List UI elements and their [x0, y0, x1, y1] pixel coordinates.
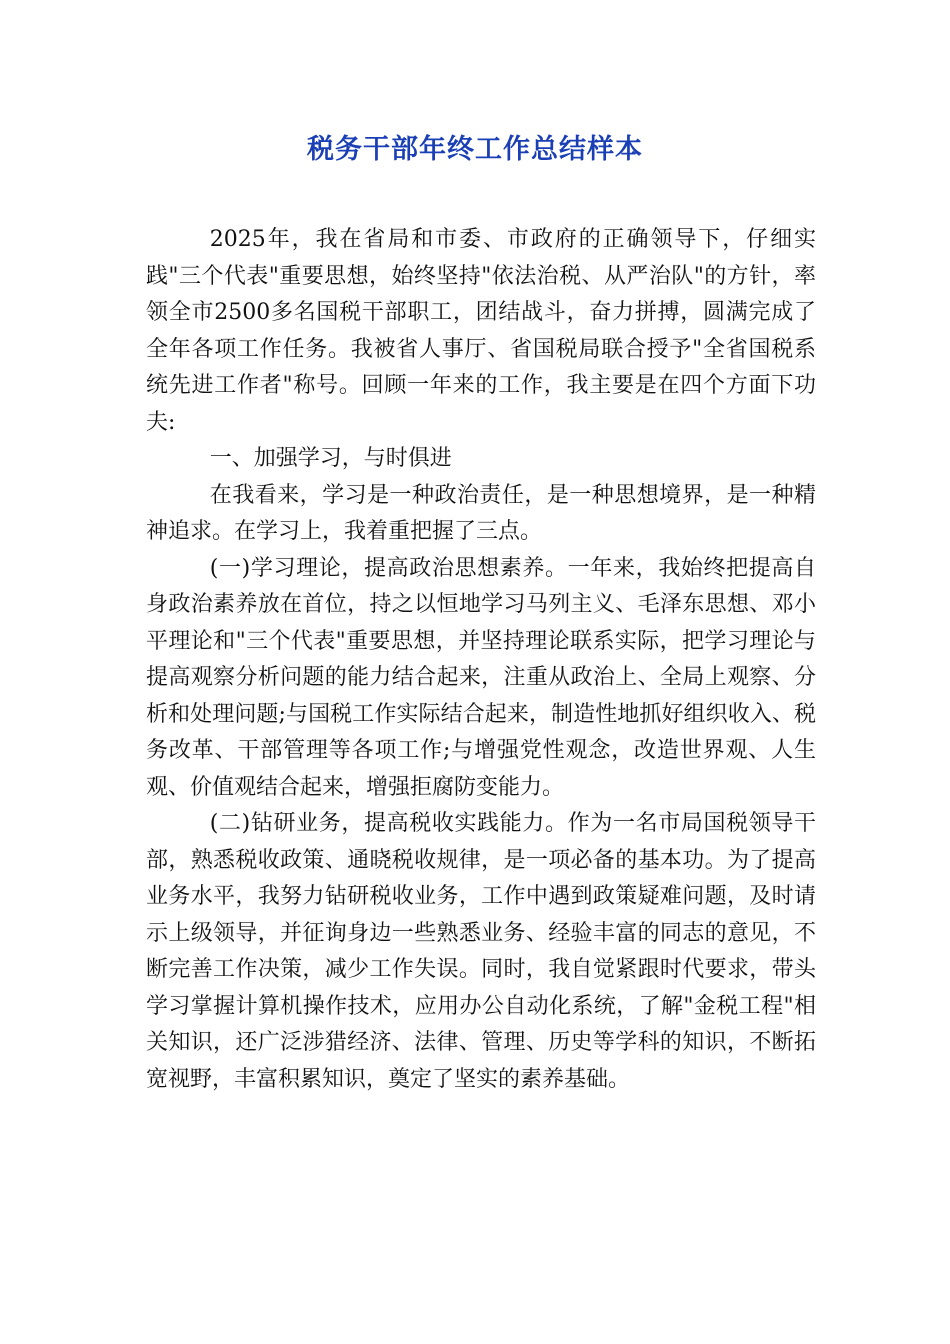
- document-body: [146, 222, 816, 1098]
- paragraph-theory-study: (一)学习理论，提高政治思想素养。一年来，我始终把提高自身政治素养放在首位，持之以恒地学习马列主义、毛泽东思想、邓小平理论和"三个代表"重要思想，并坚持理论联系实际，把学习理论与提高观察分析问题的能力结合起来，注重从政治上、全局上观察、分析和处理问题;与国税工作实际结合起来，制造性地抓好组织收入、税务改革、干部管理等各项工作;与增强党性观念，改造世界观、人生观、价值观结合起来，增强拒腐防变能力。: [146, 555, 816, 800]
- section-heading-1: 一、加强学习，与时俱进: [209, 446, 452, 471]
- document-title: 税务干部年终工作总结样本: [307, 134, 643, 165]
- paragraph-study-overview: 在我看来，学习是一种政治责任，是一种思想境界，是一种精神追求。在学习上，我着重把握了三点。: [146, 482, 816, 544]
- paragraph-intro: 2025年，我在省局和市委、市政府的正确领导下，仔细实践"三个代表"重要思想，始终坚持"依法治税、从严治队"的方针，率领全市2500多名国税干部职工，团结战斗，奋力拼搏，圆满完成了全年各项工作任务。我被省人事厅、省国税局联合授予"全省国税系统先进工作者"称号。回顾一年来的工作，我主要是在四个方面下功夫:: [146, 227, 816, 435]
- paragraph-business-study: (二)钻研业务，提高税收实践能力。作为一名市局国税领导干部，熟悉税收政策、通晓税收规律，是一项必备的基本功。为了提高业务水平，我努力钻研税收业务，工作中遇到政策疑难问题，及时请示上级领导，并征询身边一些熟悉业务、经验丰富的同志的意见，不断完善工作决策，减少工作失误。同时，我自觉紧跟时代要求，带头学习掌握计算机操作技术，应用办公自动化系统，了解"金税工程"相关知识，还广泛涉猎经济、法律、管理、历史等学科的知识，不断拓宽视野，丰富积累知识，奠定了坚实的素养基础。: [146, 811, 816, 1092]
